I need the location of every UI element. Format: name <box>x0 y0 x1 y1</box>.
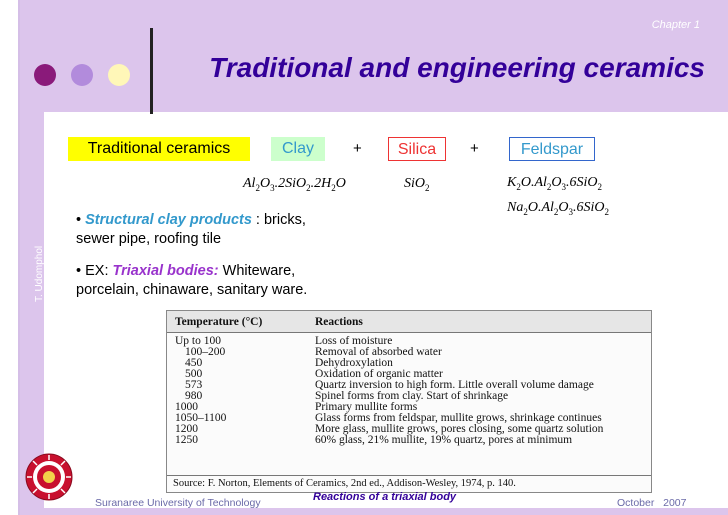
footer-year: 2007 <box>663 497 687 509</box>
table-body <box>167 333 651 446</box>
cell-reaction: Glass forms from feldspar, mullite grows, shrinkage continues <box>315 413 602 424</box>
cell-reaction: Primary mullite forms <box>315 402 418 413</box>
footer-month: October <box>617 497 655 509</box>
table-source: Source: F. Norton, Elements of Ceramics, 2nd ed., Addison-Wesley, 1974, p. 140. <box>173 478 516 489</box>
table-row <box>167 358 651 369</box>
cell-reaction: 60% glass, 21% mullite, 19% quartz, pores at minimum <box>315 435 573 446</box>
footer-university: Suranaree University of Technology <box>95 497 261 509</box>
bullet-structural-clay <box>76 211 306 249</box>
bullet-text: Whiteware, <box>218 263 296 279</box>
footer-date <box>617 497 686 509</box>
bottom-band <box>20 508 728 515</box>
title-divider <box>150 28 153 114</box>
cell-reaction: Loss of moisture <box>315 336 393 347</box>
table-row <box>167 347 651 358</box>
structural-clay-term: Structural clay products <box>85 212 252 228</box>
table-row <box>167 380 651 391</box>
cell-temp: 1000 <box>175 401 198 413</box>
cell-reaction: Oxidation of organic matter <box>315 369 443 380</box>
table-row <box>167 391 651 402</box>
clay-box: Clay <box>271 137 325 161</box>
table-row <box>167 402 651 413</box>
feldspar-formula-k: $K_2O.Al_2O_3.6SiO_2$ <box>507 175 603 192</box>
bullet-text: : bricks, <box>251 212 306 228</box>
university-seal-icon <box>24 452 74 502</box>
cell-temp: 1050–1100 <box>175 412 227 424</box>
cell-temp: 573 <box>185 379 203 391</box>
table-row <box>167 336 651 347</box>
cell-reaction: Quartz inversion to high form. Little overall volume damage <box>315 380 594 391</box>
silica-formula: SiO$_2$ <box>404 176 430 193</box>
cell-reaction: More glass, mullite grows, pores closing, some quartz solution <box>315 424 604 435</box>
plus-1: + <box>353 140 362 157</box>
dot-1 <box>34 64 56 86</box>
table-row <box>167 424 651 435</box>
triaxial-term: Triaxial bodies: <box>112 263 219 279</box>
dot-2 <box>71 64 93 86</box>
table-header <box>167 311 651 333</box>
bullet-text-line2: sewer pipe, roofing tile <box>76 231 222 247</box>
bullet-text-line2: porcelain, chinaware, sanitary ware. <box>76 282 308 298</box>
table-divider <box>167 475 651 476</box>
traditional-ceramics-label: Traditional ceramics <box>68 137 250 161</box>
author-vertical: T. Udomphol <box>34 245 45 302</box>
plus-2: + <box>470 140 479 157</box>
table-row <box>167 369 651 380</box>
bullet-marker: • <box>76 212 86 228</box>
cell-reaction: Removal of absorbed water <box>315 347 442 358</box>
header-reactions: Reactions <box>315 315 363 328</box>
bullet-marker: • EX: <box>76 263 113 279</box>
reactions-table <box>166 310 652 493</box>
cell-temp: Up to 100 <box>175 335 221 347</box>
cell-temp: 1250 <box>175 434 198 446</box>
feldspar-formula-na: $Na_2O.Al_2O_3.6SiO_2$ <box>507 200 610 217</box>
table-row <box>167 413 651 424</box>
cell-temp: 500 <box>185 368 203 380</box>
silica-box: Silica <box>388 137 446 161</box>
header-temperature: Temperature (°C) <box>175 315 263 328</box>
table-caption: Reactions of a triaxial body <box>313 491 457 503</box>
slide-title: Traditional and engineering ceramics <box>209 52 705 83</box>
cell-temp: 100–200 <box>185 346 226 358</box>
dot-3 <box>108 64 130 86</box>
feldspar-box: Feldspar <box>509 137 595 161</box>
bullet-triaxial <box>76 262 307 300</box>
cell-reaction: Dehydroxylation <box>315 358 393 369</box>
cell-temp: 1200 <box>175 423 198 435</box>
table-row <box>167 435 651 446</box>
clay-formula: $Al_2O_3.2SiO_2.2H_2O$ <box>243 176 346 193</box>
chapter-label: Chapter 1 <box>651 19 700 31</box>
cell-temp: 980 <box>185 390 203 402</box>
cell-reaction: Spinel forms from clay. Start of shrinkage <box>315 391 509 402</box>
cell-temp: 450 <box>185 357 203 369</box>
